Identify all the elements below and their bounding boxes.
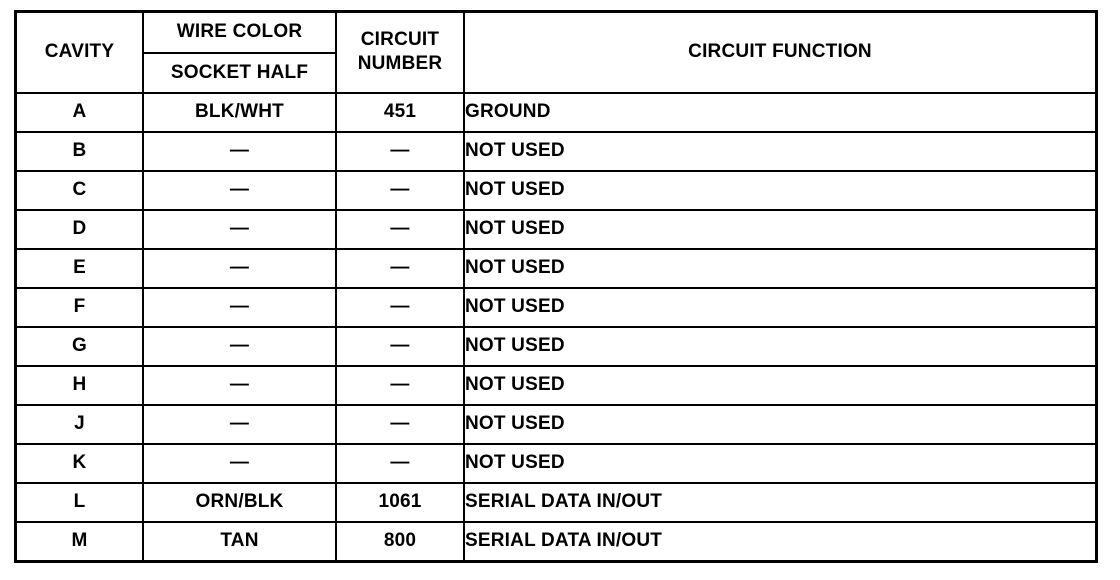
table-row [16, 210, 1097, 249]
header-cavity: CAVITY [16, 12, 144, 93]
cell-circuit-number: 451 [336, 93, 464, 132]
cell-circuit-number: 1061 [336, 483, 464, 522]
cell-cavity: J [16, 405, 144, 444]
table-row [16, 444, 1097, 483]
cell-cavity: H [16, 366, 144, 405]
cell-cavity: K [16, 444, 144, 483]
cell-circuit-function: NOT USED [464, 249, 1097, 288]
cell-cavity: F [16, 288, 144, 327]
cell-cavity: E [16, 249, 144, 288]
cell-cavity: G [16, 327, 144, 366]
table-row [16, 366, 1097, 405]
connector-pinout-table [14, 10, 1098, 563]
cell-cavity: A [16, 93, 144, 132]
cell-wire-color: — [143, 171, 336, 210]
table-row [16, 132, 1097, 171]
cell-wire-color: — [143, 405, 336, 444]
cell-wire-color: BLK/WHT [143, 93, 336, 132]
cell-circuit-function: NOT USED [464, 210, 1097, 249]
table-row [16, 171, 1097, 210]
cell-cavity: D [16, 210, 144, 249]
cell-circuit-number: — [336, 366, 464, 405]
cell-wire-color: ORN/BLK [143, 483, 336, 522]
cell-circuit-number: — [336, 210, 464, 249]
cell-wire-color: — [143, 288, 336, 327]
cell-circuit-number: — [336, 327, 464, 366]
cell-circuit-function: NOT USED [464, 366, 1097, 405]
table-row [16, 405, 1097, 444]
header-socket-half: SOCKET HALF [143, 53, 336, 93]
cell-circuit-number: — [336, 405, 464, 444]
header-circuit-number [336, 12, 464, 93]
cell-wire-color: — [143, 210, 336, 249]
cell-cavity: B [16, 132, 144, 171]
cell-circuit-function: NOT USED [464, 327, 1097, 366]
cell-circuit-function: NOT USED [464, 171, 1097, 210]
cell-circuit-function: GROUND [464, 93, 1097, 132]
table-body [16, 93, 1097, 562]
cell-wire-color: — [143, 249, 336, 288]
table-row [16, 483, 1097, 522]
header-circuit-number-line2: NUMBER [357, 53, 443, 75]
table-row [16, 93, 1097, 132]
cell-wire-color: TAN [143, 522, 336, 562]
cell-wire-color: — [143, 366, 336, 405]
header-circuit-number-line1: CIRCUIT [360, 29, 440, 51]
cell-wire-color: — [143, 327, 336, 366]
cell-wire-color: — [143, 444, 336, 483]
cell-circuit-function: SERIAL DATA IN/OUT [464, 522, 1097, 562]
table-row [16, 249, 1097, 288]
table-row [16, 327, 1097, 366]
cell-circuit-number: — [336, 249, 464, 288]
cell-cavity: L [16, 483, 144, 522]
cell-circuit-number: — [336, 444, 464, 483]
cell-cavity: C [16, 171, 144, 210]
cell-cavity: M [16, 522, 144, 562]
cell-circuit-function: SERIAL DATA IN/OUT [464, 483, 1097, 522]
cell-circuit-number: — [336, 132, 464, 171]
header-wire-color: WIRE COLOR [143, 12, 336, 53]
cell-wire-color: — [143, 132, 336, 171]
cell-circuit-number: 800 [336, 522, 464, 562]
cell-circuit-function: NOT USED [464, 405, 1097, 444]
cell-circuit-number: — [336, 288, 464, 327]
table-row [16, 288, 1097, 327]
table-header [16, 12, 1097, 93]
cell-circuit-function: NOT USED [464, 444, 1097, 483]
table-row [16, 522, 1097, 562]
cell-circuit-function: NOT USED [464, 132, 1097, 171]
cell-circuit-function: NOT USED [464, 288, 1097, 327]
cell-circuit-number: — [336, 171, 464, 210]
header-circuit-function: CIRCUIT FUNCTION [464, 12, 1097, 93]
